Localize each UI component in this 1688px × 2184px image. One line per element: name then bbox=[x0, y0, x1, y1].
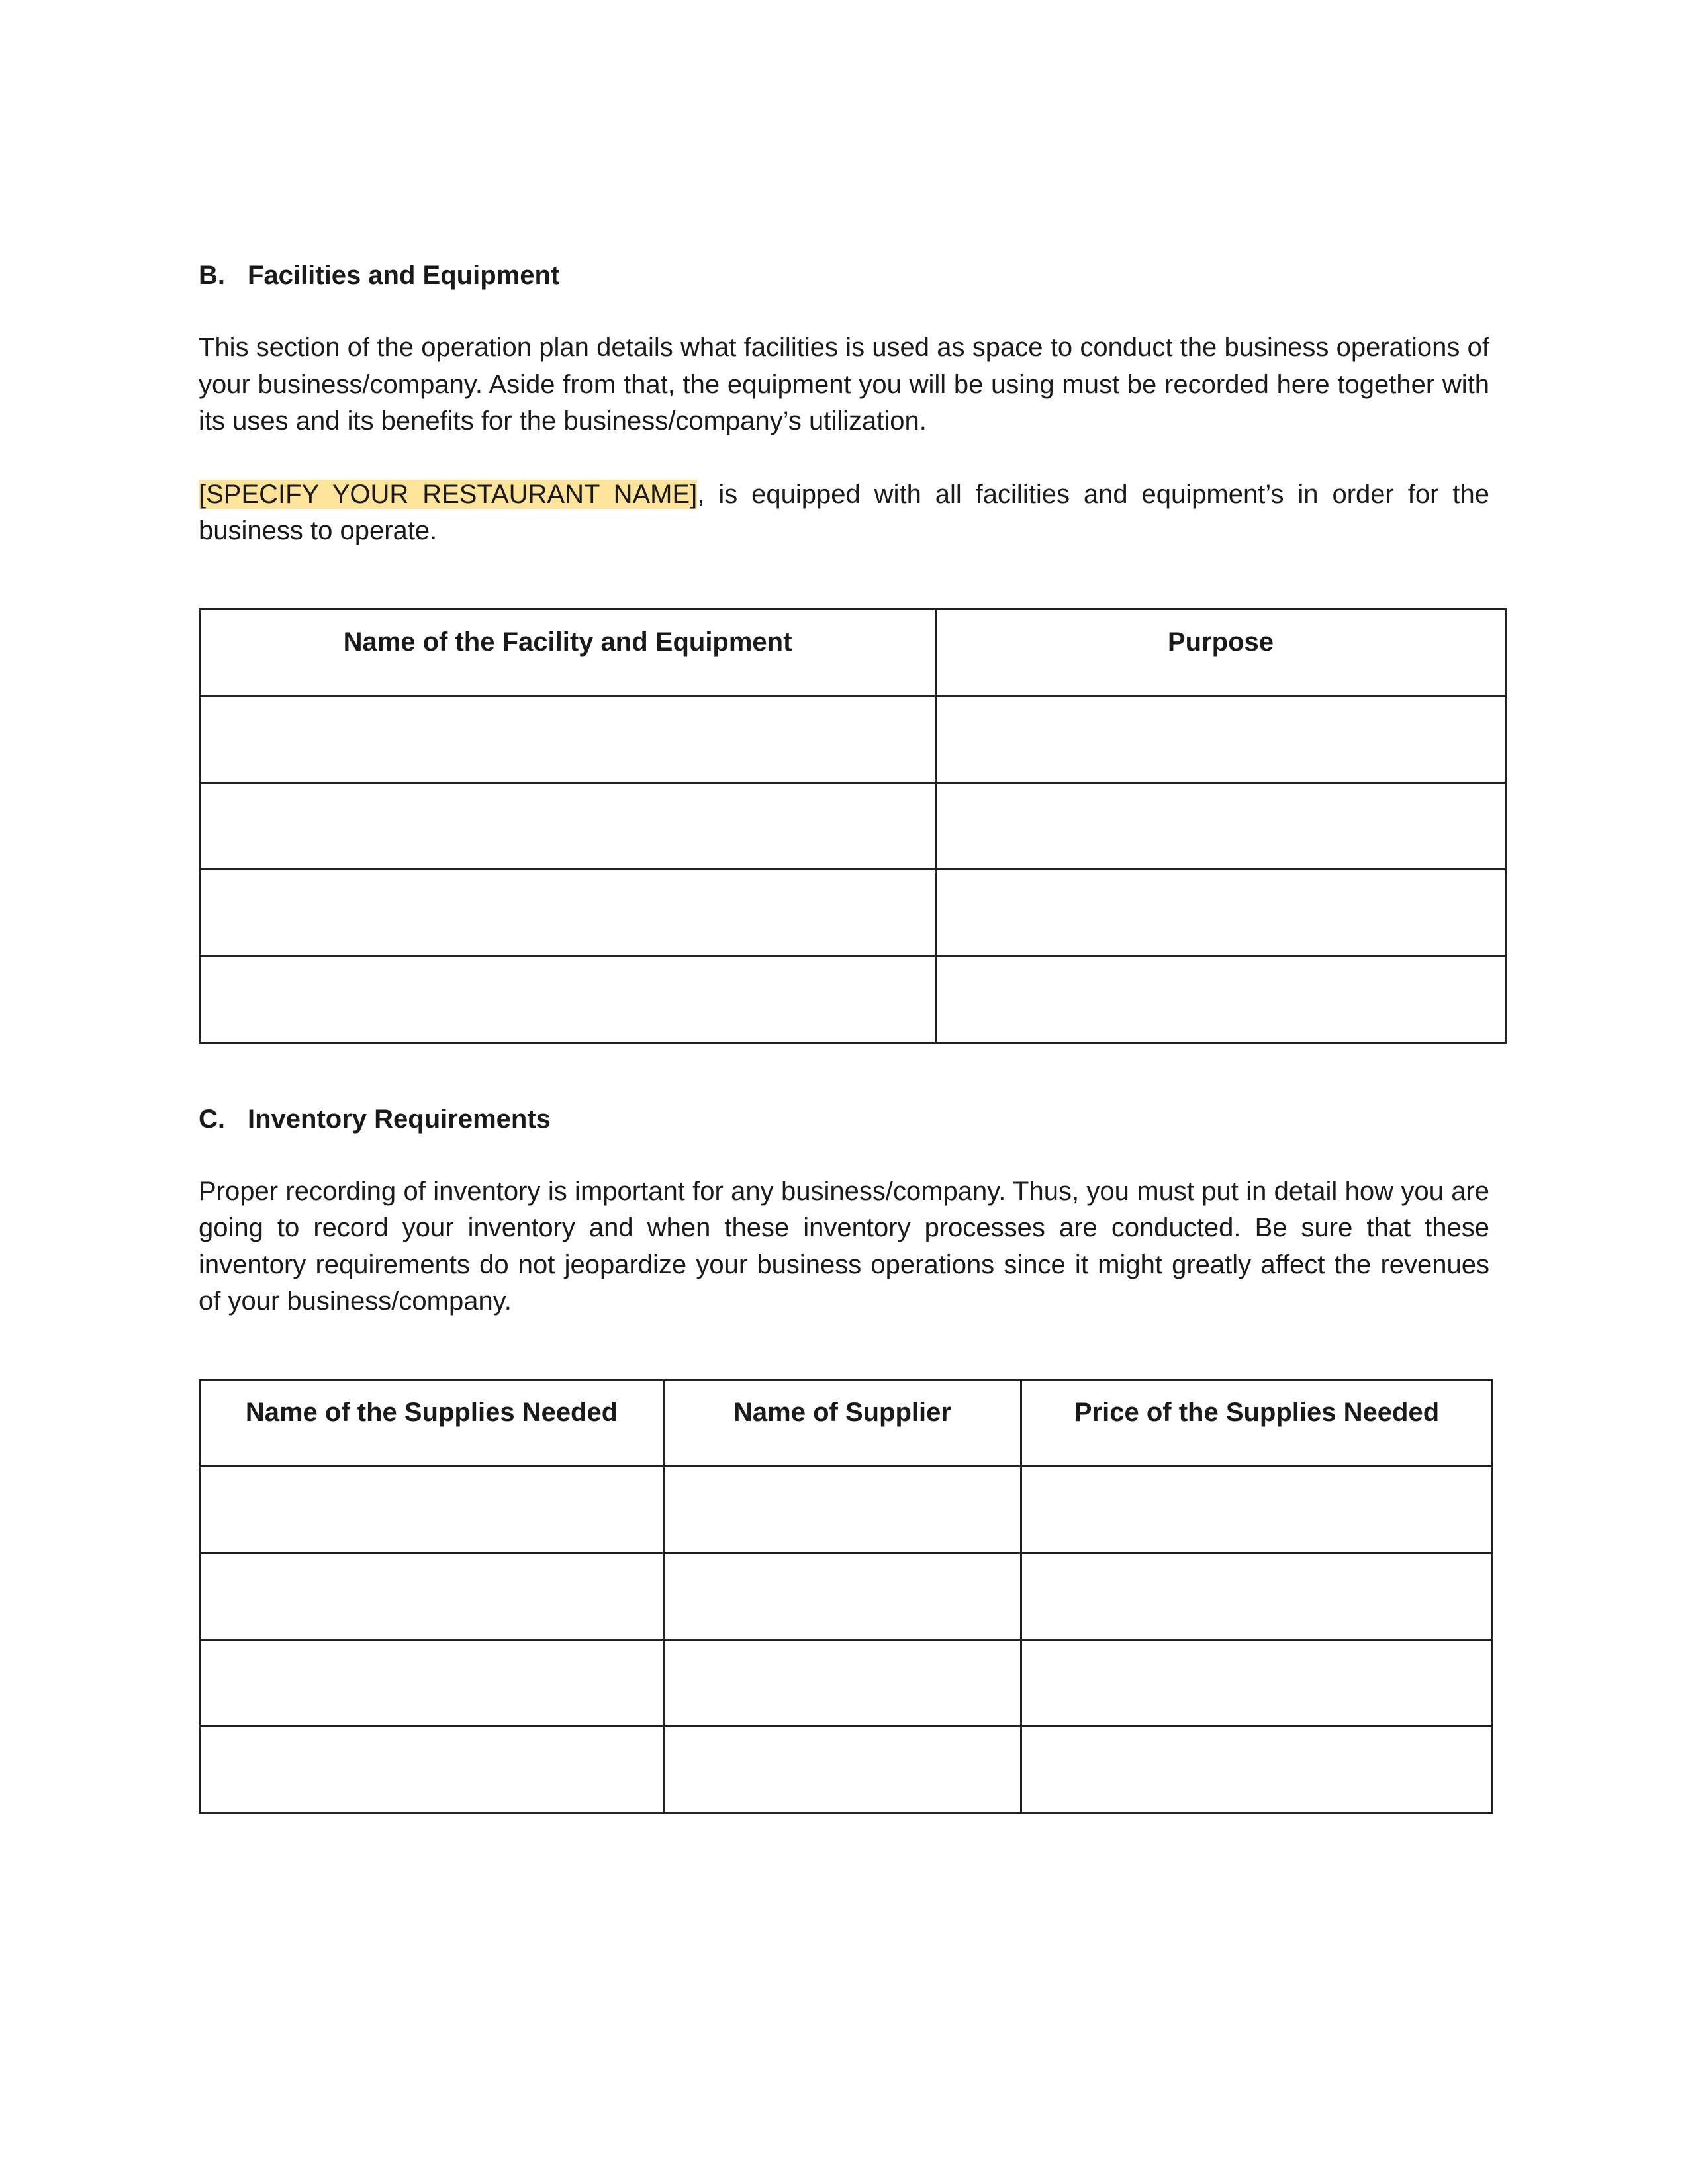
column-header-facility: Name of the Facility and Equipment bbox=[200, 609, 936, 696]
section-c-title: Inventory Requirements bbox=[248, 1104, 551, 1134]
table-row bbox=[200, 1466, 1493, 1553]
facility-equipment-table bbox=[199, 608, 1507, 1044]
table-cell[interactable] bbox=[936, 782, 1506, 869]
section-c-heading bbox=[199, 1101, 1489, 1138]
table-cell[interactable] bbox=[200, 869, 936, 956]
table-row bbox=[200, 1553, 1493, 1639]
table-cell[interactable] bbox=[936, 956, 1506, 1042]
table-cell[interactable] bbox=[664, 1726, 1021, 1813]
inventory-table bbox=[199, 1379, 1493, 1814]
table-cell[interactable] bbox=[1021, 1553, 1493, 1639]
table-cell[interactable] bbox=[936, 696, 1506, 782]
table-cell[interactable] bbox=[1021, 1466, 1493, 1553]
restaurant-name-placeholder[interactable]: [SPECIFY YOUR RESTAURANT NAME] bbox=[199, 479, 698, 509]
table-row bbox=[200, 782, 1506, 869]
table-cell[interactable] bbox=[200, 1639, 664, 1726]
table-row bbox=[200, 1726, 1493, 1813]
table-header-row bbox=[200, 609, 1506, 696]
section-b-heading bbox=[199, 257, 1489, 294]
table-cell[interactable] bbox=[664, 1639, 1021, 1726]
table-cell[interactable] bbox=[664, 1553, 1021, 1639]
table-header-row bbox=[200, 1379, 1493, 1466]
section-c-number: C. bbox=[199, 1104, 225, 1134]
table-cell[interactable] bbox=[200, 1553, 664, 1639]
table-row bbox=[200, 869, 1506, 956]
table-cell[interactable] bbox=[1021, 1639, 1493, 1726]
table-cell[interactable] bbox=[200, 956, 936, 1042]
table-cell[interactable] bbox=[200, 1726, 664, 1813]
table-cell[interactable] bbox=[936, 869, 1506, 956]
section-b-paragraph-2 bbox=[199, 477, 1489, 550]
section-c-paragraph: Proper recording of inventory is important for any business/company. Thus, you must put in detail how you are going to record your inventory and when these inventory processes are conducted. Be sure that these inventory requirements do not jeopardize your business operations since it might greatly affect the revenues of your business/company. bbox=[199, 1176, 1489, 1316]
section-b-paragraph-2-text: , is equipped with all facilities and equipment’s in order for the business to operate. bbox=[199, 479, 1489, 545]
column-header-supplier: Name of Supplier bbox=[664, 1379, 1021, 1466]
table-row bbox=[200, 696, 1506, 782]
column-header-supplies: Name of the Supplies Needed bbox=[200, 1379, 664, 1466]
table-cell[interactable] bbox=[200, 696, 936, 782]
section-b-title: Facilities and Equipment bbox=[248, 261, 560, 290]
table-cell[interactable] bbox=[1021, 1726, 1493, 1813]
column-header-price: Price of the Supplies Needed bbox=[1021, 1379, 1493, 1466]
table-cell[interactable] bbox=[200, 1466, 664, 1553]
table-row bbox=[200, 956, 1506, 1042]
document-page bbox=[199, 257, 1489, 1814]
table-row bbox=[200, 1639, 1493, 1726]
section-b-number: B. bbox=[199, 261, 225, 290]
table-cell[interactable] bbox=[664, 1466, 1021, 1553]
column-header-purpose: Purpose bbox=[936, 609, 1506, 696]
table-cell[interactable] bbox=[200, 782, 936, 869]
section-b-paragraph: This section of the operation plan details what facilities is used as space to conduct the business operations of your business/company. Aside from that, the equipment you will be using must be recorded here together with its uses and its benefits for the business/company’s utilization. bbox=[199, 333, 1489, 435]
